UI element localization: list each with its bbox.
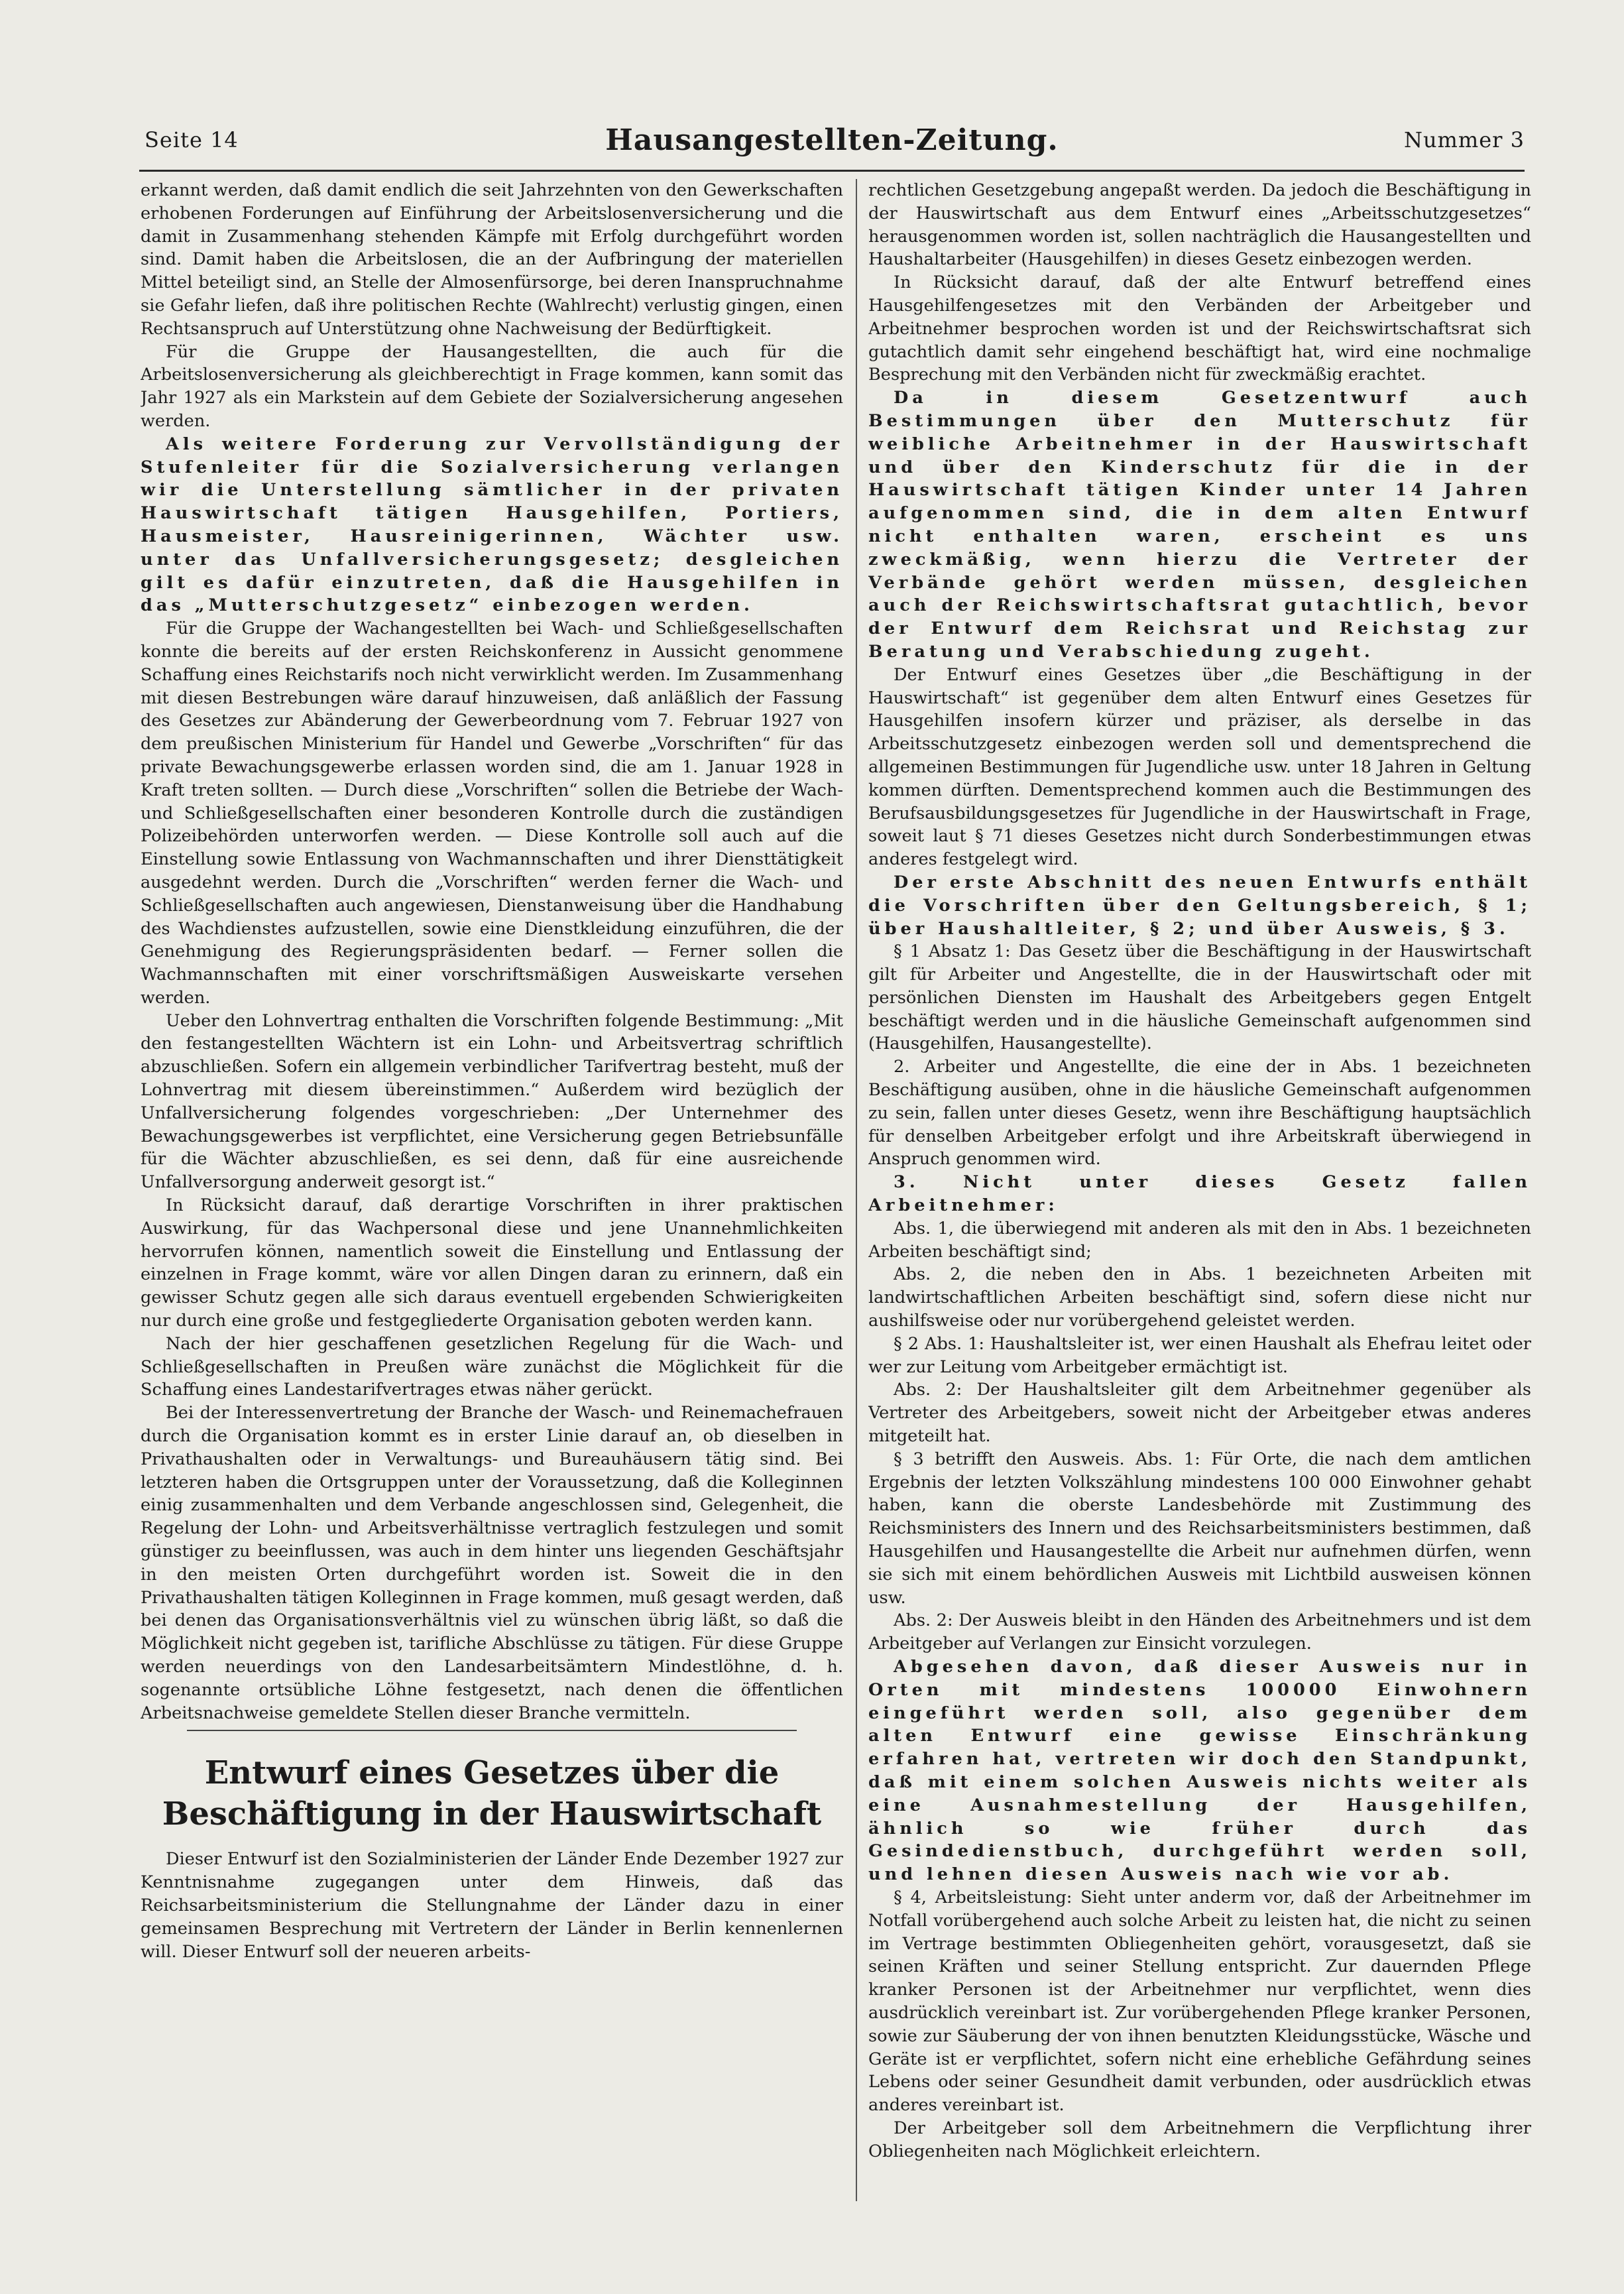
article-heading: Entwurf eines Gesetzes über die Beschäftigung in der Hauswirtschaft [162,1754,822,1833]
paragraph: § 2 Abs. 1: Haushaltsleiter ist, wer einen Haushalt als Ehefrau leitet oder wer zur Leitung vom Arbeitgeber ermächtigt ist. [868,1333,1531,1377]
paragraph: 3. Nicht unter dieses Gesetz fallen Arbeitnehmer: [868,1172,1531,1216]
right-column [868,179,1531,2228]
paragraph: Da in diesem Gesetzentwurf auch Bestimmungen über den Mutterschutz für weibliche Arbeitnehmer in der Hauswirtschaft und über den Kinderschutz für die in der Hauswirtschaft tätigen Kinder unter 14 Jahren aufgenommen sind, die in dem alten Entwurf nicht enthalten waren, erscheint es uns zweckmäßig, wenn hierzu die Vertreter der Verbände gehört werden müssen, desgleichen auch der Reichswirtschaftsrat gutachtlich, bevor der Entwurf dem Reichsrat und Reichstag zur Beratung und Verabschiedung zugeht. [868,388,1531,662]
page-number: Seite 14 [145,127,239,152]
paragraph: In Rücksicht darauf, daß der alte Entwurf betreffend eines Hausgehilfengesetzes mit den Verbänden der Arbeitgeber und Arbeitnehmer besprochen worden ist und der Reichswirtschaftsrat sich gutachtlich damit sehr eingehend beschäftigt hat, wird eine nochmalige Besprechung mit den Verbänden nicht für zweckmäßig erachtet. [868,272,1531,385]
paragraph: Bei der Interessenvertretung der Branche der Wasch- und Reinemachefrauen durch die Organisation kommt es in erster Linie darauf an, ob dieselben in Privathaushalten oder in Verwaltungs- und Bureauhäusern tätig sind. Bei letzteren haben die Ortsgruppen unter der Voraussetzung, daß die Kolleginnen einig zusammenhalten und dem Verbande angeschlossen sind, Gelegenheit, die Regelung der Lohn- und Arbeitsverhältnisse vertraglich festzulegen und somit günstiger zu beeinflussen, was auch in dem hinter uns liegenden Geschäftsjahr in den meisten Orten durchgeführt worden ist. Soweit die in den Privathaushalten tätigen Kolleginnen in Frage kommen, muß gesagt werden, daß bei denen das Organisationsverhältnis viel zu wünschen übrig läßt, so daß die Möglichkeit nicht gegeben ist, tarifliche Abschlüsse zu tätigen. Für diese Gruppe werden neuerdings von den Landesarbeitsämtern Mindestlöhne, d. h. sogenannte ortsübliche Löhne festgesetzt, nach denen die öffentlichen Arbeitsnachweise gemeldete Stellen dieser Branche vermitteln. [141,1403,843,1723]
paragraph: Abs. 2: Der Ausweis bleibt in den Händen des Arbeitnehmers und ist dem Arbeitgeber auf Verlangen zur Einsicht vorzulegen. [868,1610,1531,1654]
paragraph: Für die Gruppe der Hausangestellten, die auch für die Arbeitslosenversicherung als gleichberechtigt in Frage kommen, kann somit das Jahr 1927 als ein Markstein auf dem Gebiete der Sozialversicherung angesehen werden. [141,341,843,431]
newspaper-title: Hausangestellten-Zeitung. [605,123,1059,157]
paragraph: Abs. 1, die überwiegend mit anderen als mit den in Abs. 1 bezeichneten Arbeiten beschäftigt sind; [868,1218,1531,1262]
paragraph: Für die Gruppe der Wachangestellten bei Wach- und Schließgesellschaften konnte die bereits auf der ersten Reichskonferenz in Aussicht genommene Schaffung eines Reichstarifs noch nicht verwirklicht werden. Im Zusammenhang mit diesen Bestrebungen wäre darauf hinzuweisen, daß anläßlich der Fassung des Gesetzes zur Abänderung der Gewerbeordnung vom 7. Februar 1927 von dem preußischen Ministerium für Handel und Gewerbe „Vorschriften“ für das private Bewachungsgewerbe erlassen worden sind, die am 1. Januar 1928 in Kraft treten sollten. — Durch diese „Vorschriften“ sollen die Betriebe der Wach- und Schließgesellschaften einer besonderen Kontrolle durch die zuständigen Polizeibehörden unterworfen werden. — Diese Kontrolle soll auch auf die Einstellung sowie Entlassung von Wachmannschaften und ihrer Diensttätigkeit ausgedehnt werden. Durch die „Vorschriften“ werden ferner die Wach- und Schließgesellschaften auch angewiesen, Dienstanweisung über die Handhabung des Wachdienstes aufzustellen, sowie eine Dienstkleidung einzuführen, die der Genehmigung des Regierungspräsidenten bedarf. — Ferner sollen die Wachmannschaften mit einer vorschriftsmäßigen Ausweiskarte versehen werden. [141,619,843,1008]
article-separator [187,1730,797,1731]
paragraph: Abs. 2, die neben den in Abs. 1 bezeichneten Arbeiten mit landwirtschaftlichen Arbeiten beschäftigt sind, sofern diese nicht nur aushilfsweise oder nur vorübergehend geleistet werden. [868,1264,1531,1331]
article-intro: Dieser Entwurf ist den Sozialministerien der Länder Ende Dezember 1927 zur Kenntnisnahme zugegangen unter dem Hinweis, daß das Reichsarbeitsministerium die Stellungnahme der Länder dazu in einer gemeinsamen Besprechung mit Vertretern der Länder in Berlin kennenlernen will. Dieser Entwurf soll der neueren arbeits- [141,1849,843,1962]
paragraph: § 1 Absatz 1: Das Gesetz über die Beschäftigung in der Hauswirtschaft gilt für Arbeiter und Angestellte, die in der Hauswirtschaft oder mit persönlichen Diensten im Haushalt des Arbeitgebers gegen Entgelt beschäftigt werden und in die häusliche Gemeinschaft aufgenommen sind (Hausgehilfen, Hausangestellte). [868,941,1531,1054]
paragraph: Der Arbeitgeber soll dem Arbeitnehmern die Verpflichtung ihrer Obliegenheiten nach Möglichkeit erleichtern. [868,2118,1531,2161]
page-header [139,123,1525,170]
paragraph: 2. Arbeiter und Angestellte, die eine der in Abs. 1 bezeichneten Beschäftigung ausüben, ohne in die häusliche Gemeinschaft aufgenommen zu sein, fallen unter dieses Gesetz, wenn ihre Beschäftigung hauptsächlich für denselben Arbeitgeber erfolgt und ihre Arbeitskraft überwiegend in Anspruch genommen wird. [868,1057,1531,1170]
paragraph: Als weitere Forderung zur Vervollständigung der Stufenleiter für die Sozialversicherung verlangen wir die Unterstellung sämtlicher in der privaten Hauswirtschaft tätigen Hausgehilfen, Portiers, Hausmeister, Hausreinigerinnen, Wächter usw. unter das Unfallversicherungsgesetz; desgleichen gilt es dafür einzutreten, daß die Hausgehilfen in das „Mutterschutzgesetz“ einbezogen werden. [141,434,843,616]
paragraph: Abgesehen davon, daß dieser Ausweis nur in Orten mit mindestens 100000 Einwohnern eingeführt werden soll, also gegenüber dem alten Entwurf eine gewisse Einschränkung erfahren hat, vertreten wir doch den Standpunkt, daß mit einem solchen Ausweis nichts weiter als eine Ausnahmestellung der Hausgehilfen, ähnlich so wie früher durch das Gesindedienstbuch, durchgeführt werden soll, und lehnen diesen Ausweis nach wie vor ab. [868,1657,1531,1885]
paragraph: Der erste Abschnitt des neuen Entwurfs enthält die Vorschriften über den Geltungsbereich, § 1; über Haushaltleiter, § 2; und über Ausweis, § 3. [868,872,1531,939]
issue-number: Nummer 3 [1403,127,1525,152]
paragraph: Der Entwurf eines Gesetzes über „die Beschäftigung in der Hauswirtschaft“ ist gegenüber dem alten Entwurf eines Gesetzes für Hausgehilfen insofern kürzer und präziser, als derselbe in das Arbeitsschutzgesetz einbezogen werden soll und dementsprechend die allgemeinen Bestimmungen für Jugendliche usw. unter 18 Jahren in Geltung kommen dürften. Dementsprechend kommen auch die Bestimmungen des Berufsausbildungsgesetzes für Jugendliche in der Hauswirtschaft in Frage, soweit laut § 71 dieses Gesetzes nicht durch Sonderbestimmungen etwas anderes festgelegt wird. [868,664,1531,870]
paragraph: erkannt werden, daß damit endlich die seit Jahrzehnten von den Gewerkschaften erhobenen Forderungen auf Einführung der Arbeitslosenversicherung und die damit in Zusammenhang stehenden Kämpfe mit Erfolg durchgeführt worden sind. Damit haben die Arbeitslosen, die an der Aufbringung der materiellen Mittel beteiligt sind, an Stelle der Almosenfürsorge, bei deren Inanspruchnahme sie Gefahr liefen, daß ihre politischen Rechte (Wahlrecht) verlustig gingen, einen Rechtsanspruch auf Unterstützung ohne Nachweisung der Bedürftigkeit. [141,180,843,339]
paragraph: Nach der hier geschaffenen gesetzlichen Regelung für die Wach- und Schließgesellschaften in Preußen wäre zunächst die Möglichkeit für die Schaffung eines Landestarifvertrages etwas näher gerückt. [141,1333,843,1400]
paragraph: Ueber den Lohnvertrag enthalten die Vorschriften folgende Bestimmung: „Mit den festangestellten Wächtern ist ein Lohn- und Arbeitsvertrag schriftlich abzuschließen. Sofern ein allgemein verbindlicher Tarifvertrag besteht, muß der Lohnvertrag mit diesem übereinstimmen.“ Außerdem wird bezüglich der Unfallversicherung folgendes vorgeschrieben: „Der Unternehmer des Bewachungsgewerbes ist verpflichtet, eine Versicherung gegen Betriebsunfälle für die Wächter abzuschließen, es sei denn, daß für eine ausreichende Unfallversorgung anderweit gesorgt ist.“ [141,1010,843,1193]
paragraph: rechtlichen Gesetzgebung angepaßt werden. Da jedoch die Beschäftigung in der Hauswirtschaft aus dem Entwurf eines „Arbeitsschutzgesetzes“ herausgenommen worden ist, sollen nachträglich die Hausangestellten und Haushaltarbeiter (Hausgehilfen) in dieses Gesetz einbezogen werden. [868,180,1531,270]
header-rule [139,170,1525,172]
paragraph: In Rücksicht darauf, daß derartige Vorschriften in ihrer praktischen Auswirkung, für das Wachpersonal diese und jene Unannehmlichkeiten hervorrufen können, namentlich soweit die Einstellung und Entlassung der einzelnen in Frage kommt, wäre vor allen Dingen daran zu erinnern, daß ein gewisser Schutz gegen alle sich daraus eventuell ergebenden Schwierigkeiten nur durch eine große und festgegliederte Organisation geboten werden kann. [141,1195,843,1331]
paragraph: § 3 betrifft den Ausweis. Abs. 1: Für Orte, die nach dem amtlichen Ergebnis der letzten Volkszählung mindestens 100 000 Einwohner gehabt haben, kann die oberste Landesbehörde mit Zustimmung des Reichsministers des Innern und des Reichsarbeitsministers bestimmen, daß Hausgehilfen und Hausangestellte die Arbeit nur aufnehmen dürfen, wenn sie sich mit einem behördlichen Ausweis mit Lichtbild ausweisen können usw. [868,1449,1531,1608]
paragraph: Abs. 2: Der Haushaltsleiter gilt dem Arbeitnehmer gegenüber als Vertreter des Arbeitgebers, soweit nicht der Arbeitgeber etwas anderes mitgeteilt hat. [868,1380,1531,1447]
column-divider [856,179,857,2201]
paragraph: § 4, Arbeitsleistung: Sieht unter anderm vor, daß der Arbeitnehmer im Notfall vorübergehend auch solche Arbeit zu leisten hat, die nicht zu seinen im Vertrage bestimmten Obliegenheiten gehört, vorausgesetzt, daß sie seinen Kräften und seiner Stellung entspricht. Zur dauernden Pflege kranker Personen ist der Arbeitnehmer nur verpflichtet, wenn dies ausdrücklich vereinbart ist. Zur vorübergehenden Pflege kranker Personen, sowie zur Säuberung der von ihnen benutzten Kleidungsstücke, Wäsche und Geräte ist er verpflichtet, sofern nicht eine erhebliche Gefährdung seines Lebens oder seiner Gesundheit damit verbunden, oder ausdrücklich etwas anderes vereinbart ist. [868,1887,1531,2116]
left-column [141,179,843,2208]
